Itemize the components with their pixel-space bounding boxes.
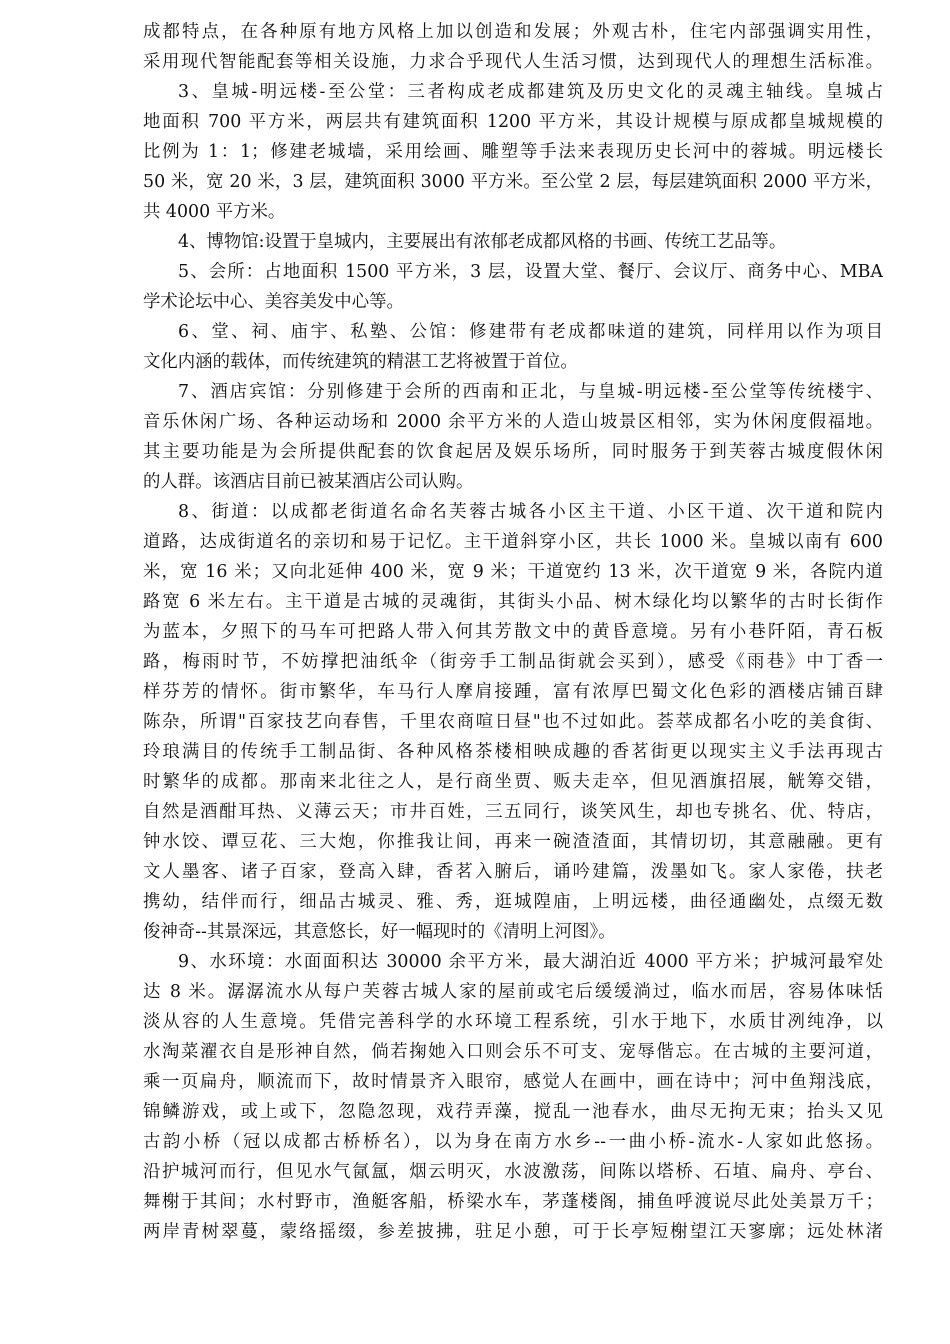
- text-line: 水淘菜濯衣自是形神自然，倘若掬她入口则会乐不可支、宠辱偕忘。在古城的主要河道，: [143, 1042, 883, 1062]
- text-line: 学术论坛中心、美容美发中心等。: [143, 292, 404, 312]
- text-line: 俊神奇--其景深远，其意悠长，好一幅现时的《清明上河图》。: [143, 922, 616, 942]
- paragraph-start-line: 9、水环境：水面面积达 30000 余平方米，最大湖泊近 4000 平方米；护城河最窄处: [178, 952, 883, 972]
- text-line: 的人群。该酒店目前已被某酒店公司认购。: [143, 472, 474, 492]
- text-line: 淡从容的人生意境。凭借完善科学的水环境工程系统，引水于地下，水质甘冽纯净，以: [143, 1012, 883, 1032]
- text-line: 锦鳞游戏，或上或下，忽隐忽现，戏荇弄藻，搅乱一池春水，曲尽无拘无束；抬头又见: [143, 1102, 883, 1122]
- text-line: 为蓝本，夕照下的马车可把路人带入何其芳散文中的黄昏意境。另有小巷阡陌，青石板: [143, 622, 883, 642]
- text-line: 样芬芳的情怀。街市繁华，车马行人摩肩接踵，富有浓厚巴蜀文化色彩的酒楼店铺百肆: [143, 682, 883, 702]
- text-line: 比例为 1：1；修建老城墙，采用绘画、雕塑等手法来表现历史长河中的蓉城。明远楼长: [143, 142, 883, 162]
- text-line: 乘一页扁舟，顺流而下，故时情景齐入眼帘，感觉人在画中，画在诗中；河中鱼翔浅底，: [143, 1072, 883, 1092]
- text-line: 音乐休闲广场、各种运动场和 2000 余平方米的人造山坡景区相邻，实为休闲度假福地。: [143, 412, 883, 432]
- text-line: 路，梅雨时节，不妨撑把油纸伞（街旁手工制品街就会买到），感受《雨巷》中丁香一: [143, 652, 883, 672]
- text-line: 古韵小桥（冠以成都古桥桥名），以为身在南方水乡--一曲小桥-流水-人家如此悠扬。: [143, 1132, 883, 1152]
- text-line: 时繁华的成都。那南来北往之人，是行商坐贾、贩夫走卒，但见酒旗招展，觥筹交错，: [143, 772, 883, 792]
- text-line: 路宽 6 米左右。主干道是古城的灵魂街，其街头小品、树木绿化均以繁华的古时长街作: [143, 592, 883, 612]
- paragraph-start-line: 6、堂、祠、庙宇、私塾、公馆：修建带有老成都味道的建筑，同样用以作为项目: [178, 322, 883, 342]
- text-line: 文人墨客、诸子百家，登高入肆，香茗入腑后，诵吟建篇，泼墨如飞。家人家倦，扶老: [143, 862, 883, 882]
- paragraph-start-line: 4、博物馆:设置于皇城内，主要展出有浓郁老成都风格的书画、传统工艺品等。: [178, 232, 787, 252]
- text-line: 地面积 700 平方米，两层共有建筑面积 1200 平方米，其设计规模与原成都皇城规模的: [143, 112, 883, 132]
- text-line: 道路，达成街道名的亲切和易于记忆。主干道斜穿小区，共长 1000 米。皇城以南有 600: [143, 532, 883, 552]
- text-line: 文化内涵的载体，而传统建筑的精湛工艺将被置于首位。: [143, 352, 578, 372]
- text-line: 玲琅满目的传统手工制品街、各种风格茶楼相映成趣的香茗街更以现实主义手法再现古: [143, 742, 883, 762]
- text-line: 自然是酒酣耳热、义薄云天；市井百姓，三五同行，谈笑风生，却也专挑名、优、特店，: [143, 802, 883, 822]
- paragraph-start-line: 7、酒店宾馆：分别修建于会所的西南和正北，与皇城-明远楼-至公堂等传统楼宇、: [178, 382, 883, 402]
- text-line: 米，宽 16 米；又向北延伸 400 米，宽 9 米；干道宽约 13 米，次干道宽 9 米，各院内道: [143, 562, 883, 582]
- text-line: 舞榭于其间；水村野市，渔艇客船，桥梁水车，茅蓬楼阁，捕鱼呼渡说尽此处美景万千；: [143, 1192, 883, 1212]
- text-line: 50 米，宽 20 米，3 层，建筑面积 3000 平方米。至公堂 2 层，每层建筑面积 2000 平方米，: [143, 172, 883, 192]
- text-line: 其主要功能是为会所提供配套的饮食起居及娱乐场所，同时服务于到芙蓉古城度假休闲: [143, 442, 883, 462]
- text-line: 陈杂，所谓"百家技艺向春售，千里农商喧日昼"也不过如此。荟萃成都名小吃的美食街、: [143, 712, 883, 732]
- paragraph-start-line: 8、街道：以成都老街道名命名芙蓉古城各小区主干道、小区干道、次干道和院内: [178, 502, 883, 522]
- paragraph-start-line: 5、会所：占地面积 1500 平方米，3 层，设置大堂、餐厅、会议厅、商务中心、MBA: [178, 262, 883, 282]
- text-line: 携幼，结伴而行，细品古城灵、雅、秀，逛城隍庙，上明远楼，曲径通幽处，点缀无数: [143, 892, 883, 912]
- text-line: 两岸青树翠蔓，蒙络摇缀，参差披拂，驻足小憩，可于长亭短榭望江天寥廓；远处林渚: [143, 1222, 883, 1242]
- paragraph-start-line: 3、皇城-明远楼-至公堂：三者构成老成都建筑及历史文化的灵魂主轴线。皇城占: [178, 82, 883, 102]
- text-line: 达 8 米。潺潺流水从每户芙蓉古城人家的屋前或宅后缓缓淌过，临水而居，容易体味恬: [143, 982, 883, 1002]
- text-line: 钟水饺、谭豆花、三大炮，你推我让间，再来一碗渣渣面，其情切切，其意融融。更有: [143, 832, 883, 852]
- text-line: 采用现代智能配套等相关设施，力求合乎现代人生活习惯，达到现代人的理想生活标准。: [143, 52, 883, 72]
- text-line: 沿护城河而行，但见水气氤氲，烟云明灭，水波激荡，间陈以塔桥、石埴、扁舟、亭台、: [143, 1162, 883, 1182]
- text-line: 成都特点，在各种原有地方风格上加以创造和发展；外观古朴，住宅内部强调实用性，: [143, 22, 883, 42]
- text-line: 共 4000 平方米。: [143, 202, 286, 222]
